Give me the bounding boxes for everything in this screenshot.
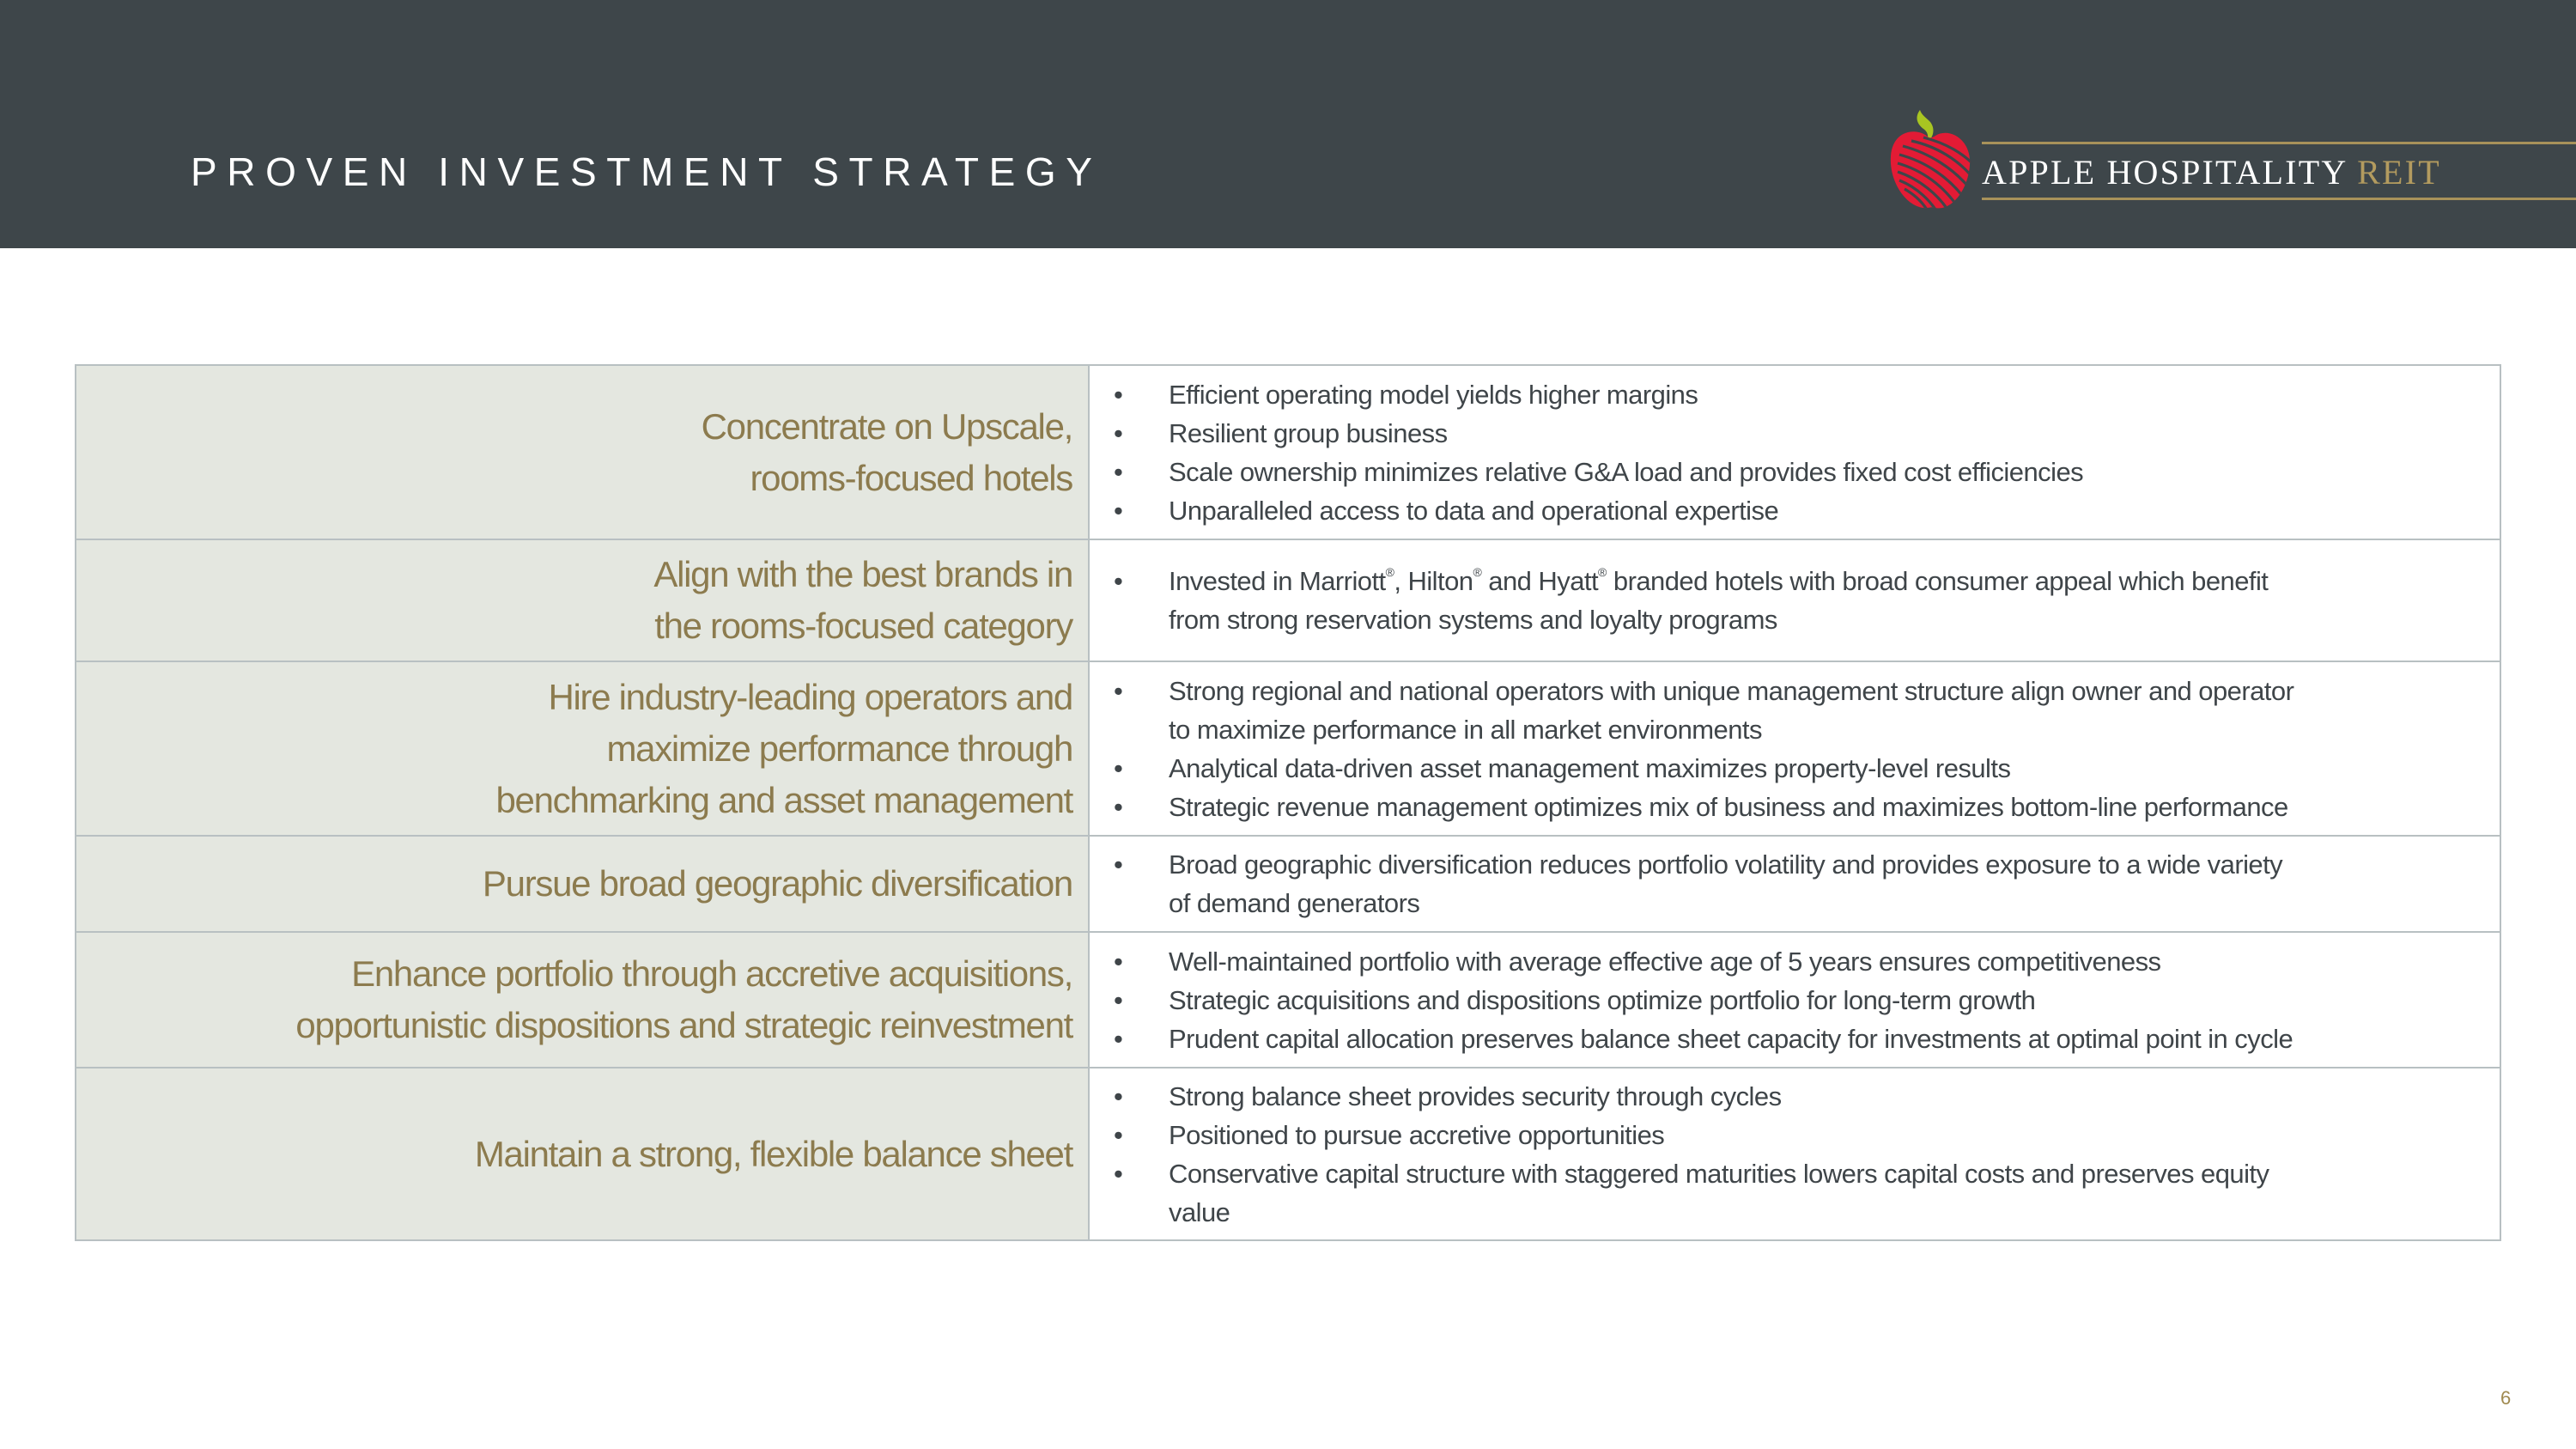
bullet-item	[1114, 453, 2484, 491]
bullet-line: • Resilient group business	[1169, 417, 1448, 448]
registered-mark: ®	[1598, 565, 1607, 579]
strategy-row	[76, 932, 2500, 1068]
bullet-item	[1114, 1077, 2484, 1116]
bullet-line: • Efficient operating model yields higher margins	[1169, 379, 1698, 410]
bullet-item	[1114, 981, 2484, 1020]
bullet-text-segment: Invested in Marriott	[1169, 566, 1386, 596]
strategy-points	[1089, 365, 2500, 539]
strategy-points	[1089, 661, 2500, 836]
strategy-pillar	[76, 932, 1089, 1068]
bullet-item	[1114, 375, 2484, 414]
bullet-item	[1114, 562, 2484, 639]
bullet-line	[1169, 562, 2484, 600]
bullet-line: • Well-maintained portfolio with average effective age of 5 years ensures competitiveness	[1169, 946, 2161, 977]
bullet-item	[1114, 845, 2484, 922]
pillar-line: Align with the best brands in	[653, 554, 1072, 594]
pillar-line: Hire industry-leading operators and	[548, 676, 1072, 717]
page-number: 6	[2500, 1387, 2512, 1409]
bullet-line: • Analytical data-driven asset management maximizes property-level results	[1169, 752, 2011, 783]
pillar-line: Maintain a strong, flexible balance sheet	[474, 1133, 1072, 1174]
bullet-item	[1114, 1154, 2484, 1232]
bullet-line: • Conservative capital structure with staggered maturities lowers capital costs and preserves equity	[1169, 1158, 2269, 1189]
pillar-line: benchmarking and asset management	[495, 779, 1072, 820]
strategy-row	[76, 539, 2500, 661]
strategy-row	[76, 661, 2500, 836]
bullet-list	[1114, 672, 2484, 826]
bullet-line: • Scale ownership minimizes relative G&A load and provides fixed cost efficiencies	[1169, 456, 2084, 487]
apple-icon	[1886, 108, 1971, 211]
registered-mark: ®	[1385, 565, 1394, 579]
bullet-line: • Strategic acquisitions and dispositions optimize portfolio for long-term growth	[1169, 984, 2036, 1015]
bullet-line: value	[1169, 1196, 1230, 1227]
bullet-line: • Prudent capital allocation preserves balance sheet capacity for investments at optimal point in cycle	[1169, 1023, 2293, 1054]
bullet-list	[1114, 845, 2484, 922]
bullet-item	[1114, 942, 2484, 981]
bullet-text-segment: and Hyatt	[1481, 566, 1599, 596]
bullet-text-segment: , Hilton	[1394, 566, 1473, 596]
bullet-line: • Unparalleled access to data and operational expertise	[1169, 495, 1779, 526]
strategy-table	[75, 364, 2501, 1241]
bullet-list	[1114, 375, 2484, 530]
pillar-line: the rooms-focused category	[654, 606, 1072, 646]
bullet-line: of demand generators	[1169, 888, 1420, 918]
logo-rule-bottom	[1982, 198, 2576, 200]
pillar-line: rooms-focused hotels	[750, 457, 1072, 498]
strategy-row	[76, 1068, 2500, 1240]
strategy-row	[76, 365, 2500, 539]
strategy-row	[76, 836, 2500, 932]
bullet-text-segment: branded hotels with broad consumer appeal which benefit	[1606, 566, 2269, 596]
bullet-item	[1114, 414, 2484, 453]
bullet-item	[1114, 491, 2484, 530]
bullet-line: from strong reservation systems and loyalty programs	[1169, 605, 1777, 635]
bullet-item	[1114, 1020, 2484, 1058]
bullet-line: • Strong balance sheet provides security through cycles	[1169, 1081, 1782, 1111]
bullet-line: to maximize performance in all market environments	[1169, 714, 1762, 745]
bullet-list	[1114, 562, 2484, 639]
company-logo	[1880, 103, 2441, 215]
logo-wordmark	[1982, 152, 2441, 193]
strategy-pillar	[76, 836, 1089, 932]
registered-mark: ®	[1473, 565, 1482, 579]
slide-header	[0, 0, 2576, 248]
strategy-pillar	[76, 539, 1089, 661]
strategy-points	[1089, 1068, 2500, 1240]
pillar-line: opportunistic dispositions and strategic reinvestment	[295, 1005, 1072, 1045]
strategy-points	[1089, 836, 2500, 932]
bullet-item	[1114, 672, 2484, 749]
bullet-item	[1114, 1116, 2484, 1154]
bullet-item	[1114, 749, 2484, 788]
bullet-line: • Positioned to pursue accretive opportunities	[1169, 1119, 1665, 1150]
bullet-line: • Strong regional and national operators with unique management structure align owner and operator	[1169, 675, 2294, 706]
pillar-line: Concentrate on Upscale,	[701, 405, 1072, 447]
strategy-points	[1089, 932, 2500, 1068]
logo-name-accent: REIT	[2357, 153, 2441, 192]
strategy-pillar	[76, 1068, 1089, 1240]
slide-title: PROVEN INVESTMENT STRATEGY	[191, 149, 1103, 194]
pillar-line: maximize performance through	[606, 728, 1072, 769]
pillar-line: Pursue broad geographic diversification	[482, 863, 1072, 904]
pillar-line: Enhance portfolio through accretive acquisitions,	[351, 953, 1072, 994]
strategy-points	[1089, 539, 2500, 661]
bullet-line: • Broad geographic diversification reduces portfolio volatility and provides exposure to a wide variety	[1169, 849, 2283, 880]
bullet-list	[1114, 942, 2484, 1058]
bullet-item	[1114, 788, 2484, 826]
logo-rule-top	[1982, 142, 2576, 144]
logo-name-main: APPLE HOSPITALITY	[1982, 153, 2347, 192]
bullet-line: • Strategic revenue management optimizes mix of business and maximizes bottom-line performance	[1169, 791, 2288, 822]
strategy-pillar	[76, 661, 1089, 836]
bullet-list	[1114, 1077, 2484, 1232]
strategy-pillar	[76, 365, 1089, 539]
